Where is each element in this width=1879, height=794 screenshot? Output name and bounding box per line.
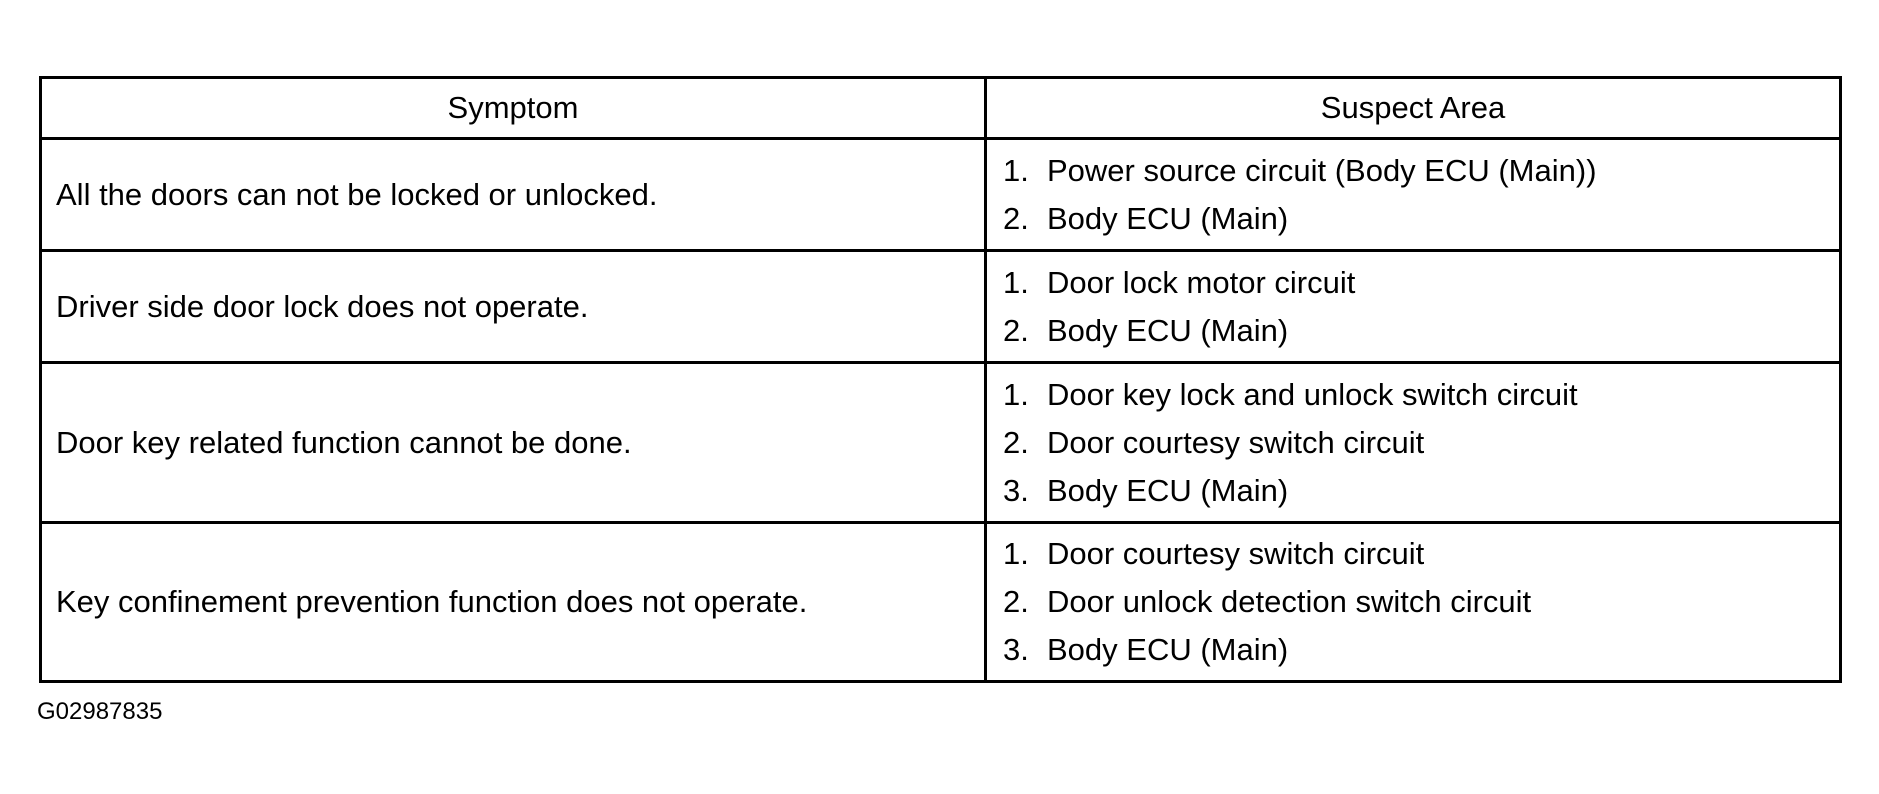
figure-id: G02987835 xyxy=(37,698,163,725)
symptom-cell: Driver side door lock does not operate. xyxy=(41,251,986,363)
header-symptom: Symptom xyxy=(41,78,986,139)
list-item xyxy=(1003,259,1839,307)
list-item xyxy=(1003,195,1839,243)
item-text: Power source circuit (Body ECU (Main)) xyxy=(1047,152,1597,188)
item-number: 2. xyxy=(1003,584,1029,619)
item-number: 3. xyxy=(1003,632,1029,667)
item-text: Body ECU (Main) xyxy=(1047,632,1289,667)
item-number: 1. xyxy=(1003,376,1029,412)
symptom-cell: All the doors can not be locked or unlocked. xyxy=(41,139,986,251)
item-text: Body ECU (Main) xyxy=(1047,200,1289,236)
table-row xyxy=(41,251,1841,363)
suspect-area-cell xyxy=(986,251,1841,363)
list-item xyxy=(1003,307,1839,355)
table-row xyxy=(41,139,1841,251)
symptom-cell: Door key related function cannot be done. xyxy=(41,363,986,523)
item-text: Door key lock and unlock switch circuit xyxy=(1047,376,1578,412)
symptom-table xyxy=(39,76,1842,683)
item-text: Door unlock detection switch circuit xyxy=(1047,584,1532,619)
item-number: 1. xyxy=(1003,536,1029,571)
item-number: 2. xyxy=(1003,424,1029,460)
item-number: 3. xyxy=(1003,472,1029,508)
suspect-area-cell xyxy=(986,523,1841,682)
item-text: Body ECU (Main) xyxy=(1047,312,1289,348)
item-text: Door lock motor circuit xyxy=(1047,264,1356,300)
suspect-area-cell xyxy=(986,363,1841,523)
list-item xyxy=(1003,578,1839,626)
item-number: 2. xyxy=(1003,312,1029,348)
symptom-cell: Key confinement prevention function does not operate. xyxy=(41,523,986,682)
item-text: Door courtesy switch circuit xyxy=(1047,424,1425,460)
suspect-area-cell xyxy=(986,139,1841,251)
list-item xyxy=(1003,147,1839,195)
suspect-list xyxy=(1003,371,1839,515)
list-item xyxy=(1003,419,1839,467)
item-number: 2. xyxy=(1003,200,1029,236)
list-item xyxy=(1003,371,1839,419)
header-suspect-area: Suspect Area xyxy=(986,78,1841,139)
list-item xyxy=(1003,530,1839,578)
item-text: Door courtesy switch circuit xyxy=(1047,536,1425,571)
suspect-list xyxy=(1003,259,1839,355)
table-header-row xyxy=(41,78,1841,139)
table-row xyxy=(41,363,1841,523)
table-row xyxy=(41,523,1841,682)
list-item xyxy=(1003,467,1839,515)
list-item xyxy=(1003,626,1839,674)
item-number: 1. xyxy=(1003,264,1029,300)
suspect-list xyxy=(1003,147,1839,243)
item-number: 1. xyxy=(1003,152,1029,188)
item-text: Body ECU (Main) xyxy=(1047,472,1289,508)
suspect-list xyxy=(1003,530,1839,674)
